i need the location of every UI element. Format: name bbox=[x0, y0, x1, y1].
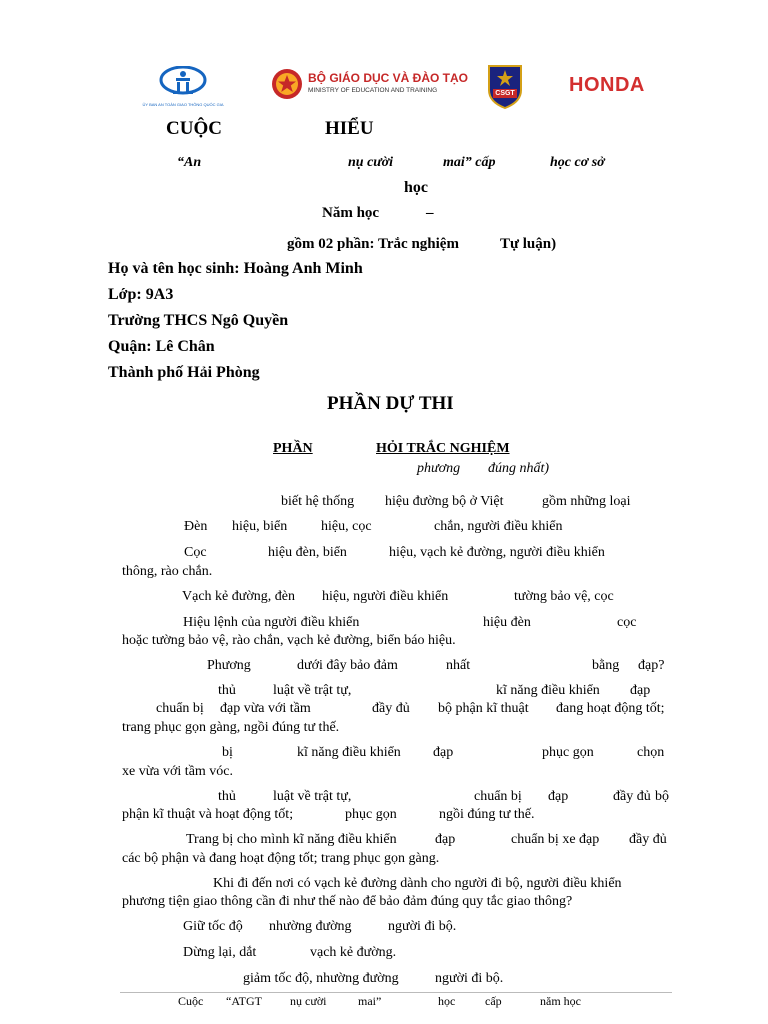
q2-option-c-text: đạp bbox=[548, 789, 569, 804]
footer-text: Cuộc bbox=[178, 994, 204, 1008]
school-year-label: Năm học bbox=[322, 205, 380, 221]
title-word-1: CUỘC bbox=[166, 118, 222, 139]
q1-stem-text: biết hệ thống bbox=[281, 494, 355, 509]
q2-option-c-cont-text: ngồi đúng tư thế. bbox=[439, 807, 535, 822]
q2-option-a-text: đạp bbox=[630, 683, 651, 698]
q2-stem-text: Phương bbox=[207, 658, 251, 673]
student-district: Quận: Lê Chân bbox=[108, 338, 215, 355]
q2-option-b-text: bị bbox=[222, 745, 233, 760]
q2-option-c-text: chuẩn bị bbox=[474, 789, 522, 804]
exam-parts-note-end: Tự luận) bbox=[500, 236, 557, 252]
q2-option-b-text: chọn bbox=[637, 745, 665, 760]
q2-stem-text: bằng bbox=[592, 658, 620, 673]
q2-option-a-cont-text: đầy đủ bbox=[372, 701, 410, 716]
q2-option-b-text: kĩ năng điều khiển bbox=[297, 745, 401, 760]
q3-option-b-text: vạch kẻ đường. bbox=[310, 945, 397, 960]
footer-text: năm học bbox=[540, 994, 581, 1008]
school-year-dash: – bbox=[426, 205, 434, 221]
q2-option-a-cont-text: bộ phận kĩ thuật bbox=[438, 701, 529, 716]
q1-option-b-text: Cọc bbox=[184, 545, 207, 560]
q2-option-c-text: bộ bbox=[655, 789, 669, 804]
student-name: Họ và tên học sinh: Hoàng Anh Minh bbox=[108, 260, 363, 277]
q1-stem-text: hiệu đường bộ ở Việt bbox=[385, 494, 504, 509]
q2-option-c-text: luật về trật tự, bbox=[273, 789, 352, 804]
q2-option-b-cont-text: xe vừa với tầm vóc. bbox=[122, 764, 234, 779]
q2-option-b-text: phục gọn bbox=[542, 745, 594, 760]
student-class: Lớp: 9A3 bbox=[108, 286, 174, 303]
q2-stem-text: dưới đây bảo đảm bbox=[297, 658, 398, 673]
q1-option-d-text: Hiệu lệnh của người điều khiển bbox=[183, 615, 360, 630]
q2-option-a-cont-text: đạp vừa với tầm bbox=[220, 701, 311, 716]
q2-stem-text: nhất bbox=[446, 658, 471, 673]
subtitle-part-3: mai” cấp bbox=[443, 155, 496, 170]
subtitle-part-4: học cơ sở bbox=[550, 155, 605, 170]
atgt-caption: ỦY BAN AN TOÀN GIAO THÔNG QUỐC GIA bbox=[142, 102, 224, 107]
q2-option-d-text: đầy đủ bbox=[629, 832, 667, 847]
q1-option-a-text: hiệu, biển bbox=[232, 519, 288, 534]
ministry-logo bbox=[270, 67, 469, 103]
q2-option-d-cont-text: các bộ phận và đang hoạt động tốt; trang phục gọn gàng. bbox=[122, 851, 440, 866]
honda-logo: HONDA bbox=[569, 74, 645, 96]
q2-option-a-text: thủ bbox=[218, 683, 236, 698]
atgt-emblem-icon bbox=[133, 66, 233, 96]
subtitle-line-3: học bbox=[404, 179, 428, 196]
q1-option-b-text: hiệu, vạch kẻ đường, người điều khiển bbox=[389, 545, 605, 560]
shield-icon bbox=[486, 62, 524, 110]
footer-text: mai” bbox=[358, 994, 382, 1008]
part1-note-b: đúng nhất) bbox=[488, 461, 550, 476]
q1-option-a-text: Đèn bbox=[184, 519, 208, 534]
subtitle-part-1: “An bbox=[177, 155, 202, 170]
q1-option-d-text: cọc bbox=[617, 615, 637, 630]
atgt-logo bbox=[133, 66, 233, 106]
q3-option-c-text: giảm tốc độ, nhường đường bbox=[243, 971, 399, 986]
q1-option-d-cont-text: hoặc tường bảo vệ, rào chắn, vạch kẻ đường, biển báo hiệu. bbox=[122, 633, 456, 648]
q1-option-c-text: tường bảo vệ, cọc bbox=[514, 589, 614, 604]
q2-option-c-cont-text: phục gọn bbox=[345, 807, 397, 822]
student-city: Thành phố Hải Phòng bbox=[108, 364, 260, 381]
q2-option-d-text: chuẩn bị xe đạp bbox=[511, 832, 600, 847]
part1-heading-b: HỎI TRẮC NGHIỆM bbox=[376, 441, 510, 456]
q1-stem-text: gồm những loại bbox=[542, 494, 631, 509]
q3-option-b-text: Dừng lại, dắt bbox=[183, 945, 257, 960]
q3-option-a-text: người đi bộ. bbox=[388, 919, 457, 934]
q2-option-a-cont2-text: trang phục gọn gàng, ngồi đúng tư thế. bbox=[122, 720, 340, 735]
q1-option-a-text: hiệu, cọc bbox=[321, 519, 372, 534]
q1-option-b-text: hiệu đèn, biển bbox=[268, 545, 347, 560]
q2-option-c-cont-text: phận kĩ thuật và hoạt động tốt; bbox=[122, 807, 294, 822]
student-school: Trường THCS Ngô Quyền bbox=[108, 312, 289, 329]
q2-option-d-text: đạp bbox=[435, 832, 456, 847]
footer-divider bbox=[120, 992, 672, 993]
q3-option-a-text: Giữ tốc độ bbox=[183, 919, 243, 934]
q2-stem-text: đạp? bbox=[638, 658, 665, 673]
q1-option-a-text: chắn, người điều khiển bbox=[434, 519, 563, 534]
part1-heading-a: PHẦN bbox=[273, 441, 313, 456]
subtitle-part-2: nụ cười bbox=[348, 155, 394, 170]
q1-option-b-cont-text: thông, rào chắn. bbox=[122, 564, 213, 579]
q1-option-c-text: hiệu, người điều khiển bbox=[322, 589, 449, 604]
footer-text: cấp bbox=[485, 994, 502, 1008]
q3-option-a-text: nhường đường bbox=[269, 919, 352, 934]
exam-parts-note: gồm 02 phần: Trắc nghiệm bbox=[287, 236, 459, 252]
q2-option-a-cont-text: đang hoạt động tốt; bbox=[556, 701, 665, 716]
q2-option-d-text: Trang bị cho mình kĩ năng điều khiển bbox=[186, 832, 397, 847]
q1-option-d-text: hiệu đèn bbox=[483, 615, 531, 630]
q3-option-c-text: người đi bộ. bbox=[435, 971, 504, 986]
q1-option-c-text: Vạch kẻ đường, đèn bbox=[182, 589, 295, 604]
section-title: PHẦN DỰ THI bbox=[327, 393, 454, 414]
police-logo bbox=[486, 62, 524, 110]
q2-option-a-text: luật về trật tự, bbox=[273, 683, 352, 698]
q2-option-b-text: đạp bbox=[433, 745, 454, 760]
footer-text: “ATGT bbox=[226, 994, 262, 1008]
q2-option-c-text: thủ bbox=[218, 789, 236, 804]
footer-text: học bbox=[438, 994, 456, 1008]
police-text: CSGT bbox=[495, 90, 515, 97]
q3-stem-text: Khi đi đến nơi có vạch kẻ đường dành cho người đi bộ, người điều khiển bbox=[213, 876, 622, 891]
q2-option-a-text: kĩ năng điều khiển bbox=[496, 683, 600, 698]
ministry-name: BỘ GIÁO DỤC VÀ ĐÀO TẠO bbox=[308, 71, 469, 85]
q2-option-a-cont-text: chuẩn bị bbox=[156, 701, 204, 716]
q3-stem-cont-text: phương tiện giao thông cần đi như thế nào để bảo đảm đúng quy tắc giao thông? bbox=[122, 894, 573, 909]
ministry-subtitle: MINISTRY OF EDUCATION AND TRAINING bbox=[308, 87, 438, 94]
title-word-2: HIỂU bbox=[325, 118, 374, 139]
q2-option-c-text: đầy đủ bbox=[613, 789, 651, 804]
national-emblem-icon bbox=[270, 67, 304, 101]
part1-note-a: phương bbox=[417, 461, 461, 476]
footer-text: nụ cười bbox=[290, 994, 327, 1008]
